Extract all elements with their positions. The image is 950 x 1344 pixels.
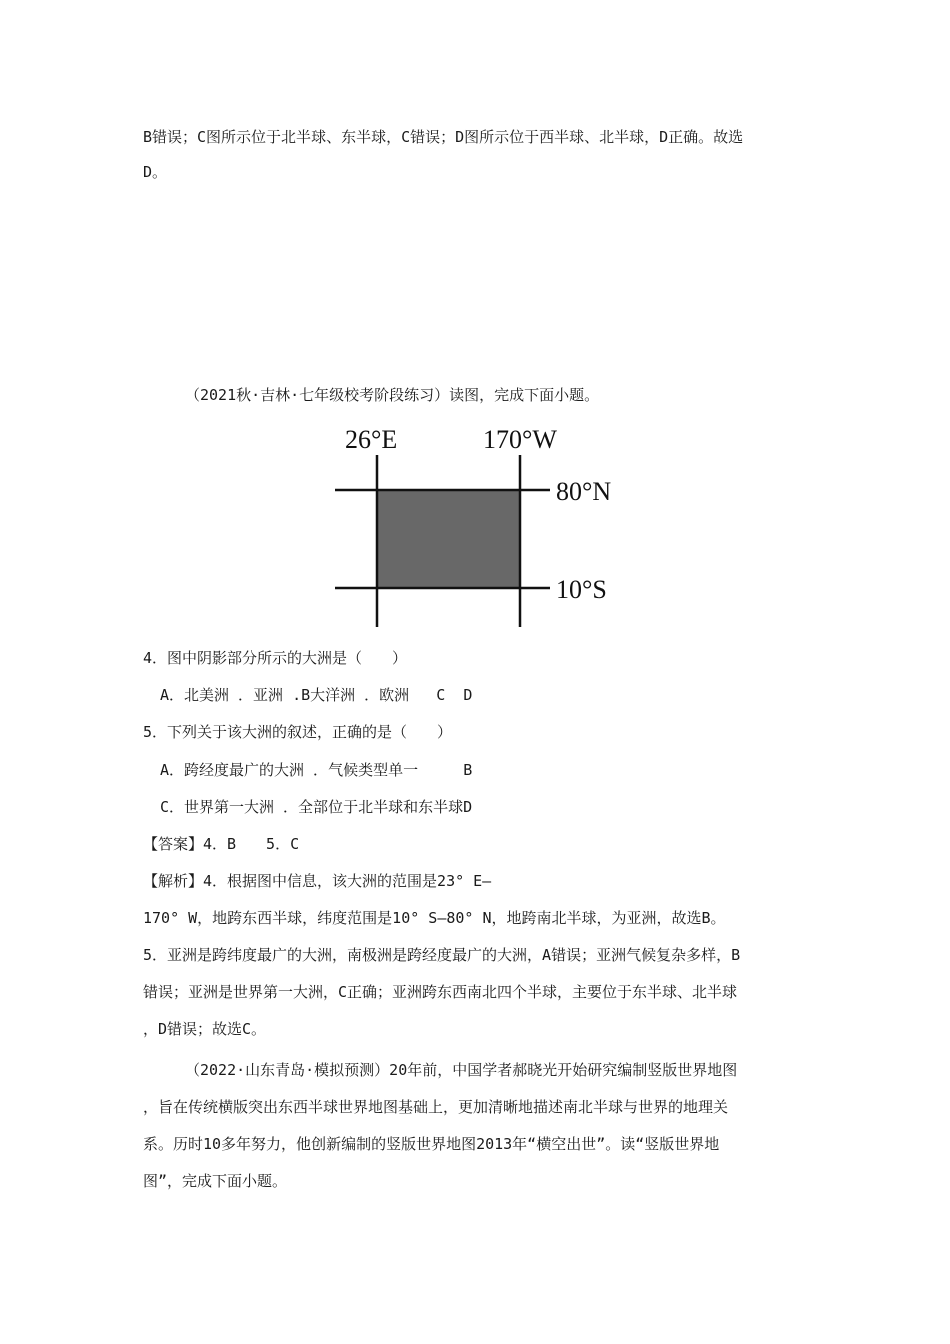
analysis-line-2: 170° W，地跨东西半球，纬度范围是10° S—80° N，地跨南北半球，为亚洲，故选B。 xyxy=(143,909,726,927)
label-lat-top: 80°N xyxy=(556,477,612,506)
q4-options: A．北美洲 ．亚洲 .B大洋洲 ．欧洲 C D xyxy=(160,686,473,704)
label-lon-left: 26°E xyxy=(345,425,398,454)
analysis-line-3: 5．亚洲是跨纬度最广的大洲，南极洲是跨经度最广的大洲，A错误；亚洲气候复杂多样，B xyxy=(143,946,741,964)
next-group-line-3: 系。历时10多年努力，他创新编制的竖版世界地图2013年“横空出世”。读“竖版世界地 xyxy=(143,1135,720,1153)
label-lon-right: 170°W xyxy=(483,425,557,454)
coordinate-figure-svg xyxy=(320,420,640,635)
next-group-line-1: （2022·山东青岛·模拟预测）20年前，中国学者郝晓光开始研究编制竖版世界地图 xyxy=(185,1061,738,1079)
prev-explanation-line-2: D。 xyxy=(143,163,168,181)
q5-stem: 5．下列关于该大洲的叙述，正确的是（ ） xyxy=(143,723,453,741)
label-lat-bottom: 10°S xyxy=(556,575,607,604)
analysis-line-5: ，D错误；故选C。 xyxy=(143,1020,267,1038)
answer: 【答案】4．B 5．C xyxy=(143,835,300,853)
analysis-line-1: 【解析】4．根据图中信息，该大洲的范围是23° E— xyxy=(143,872,492,890)
question-group-intro: （2021秋·吉林·七年级校考阶段练习）读图，完成下面小题。 xyxy=(185,386,600,404)
q5-options-line-1: A．跨经度最广的大洲 ．气候类型单一 B xyxy=(160,761,473,779)
q4-stem: 4．图中阴影部分所示的大洲是（ ） xyxy=(143,649,408,667)
coordinate-figure xyxy=(320,420,640,635)
analysis-line-4: 错误；亚洲是世界第一大洲，C正确；亚洲跨东西南北四个半球，主要位于东半球、北半球 xyxy=(143,983,738,1001)
next-group-line-2: ，旨在传统横版突出东西半球世界地图基础上，更加清晰地描述南北半球与世界的地理关 xyxy=(143,1098,729,1116)
next-group-line-4: 图”，完成下面小题。 xyxy=(143,1172,288,1190)
q5-options-line-2: C．世界第一大洲 ．全部位于北半球和东半球D xyxy=(160,798,473,816)
shaded-region xyxy=(377,490,520,588)
prev-explanation-line-1: B错误；C图所示位于北半球、东半球，C错误；D图所示位于西半球、北半球，D正确。故选 xyxy=(143,128,744,146)
